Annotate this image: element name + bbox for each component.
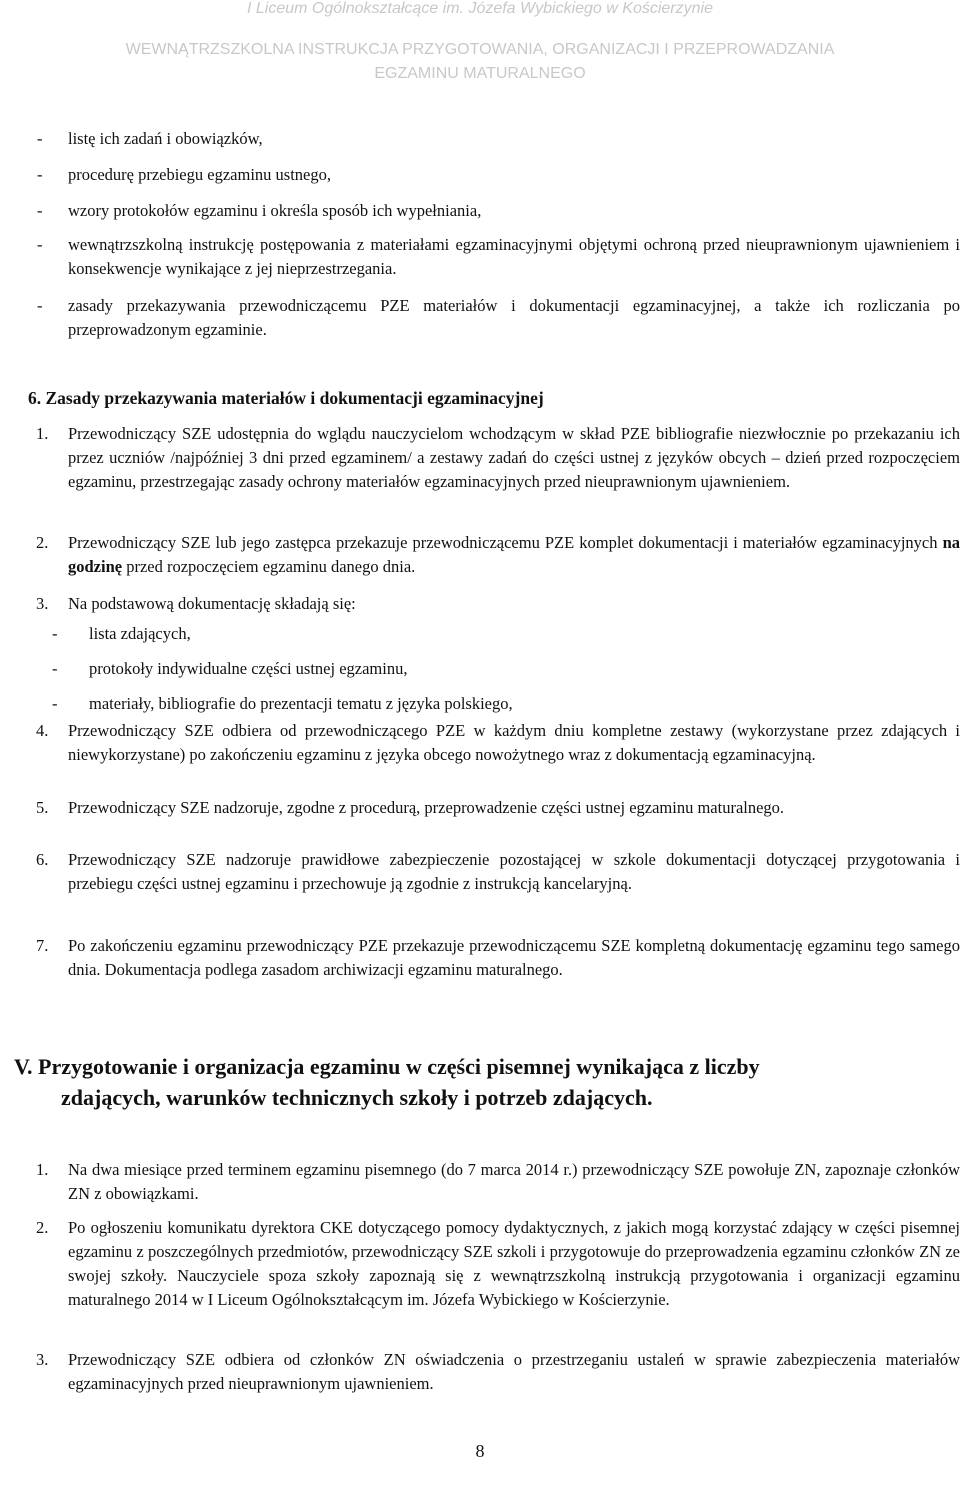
emphasis-text: na godzinę <box>68 533 960 576</box>
section-6-heading: 6. Zasady przekazywania materiałów i dokumentacji egzaminacyjnej <box>28 388 544 408</box>
section-v-item-1: Na dwa miesiące przed terminem egzaminu pisemnego (do 7 marca 2014 r.) przewodniczący SZE powołuje ZN, zapoznaje członków ZN z obowiązkami. <box>68 1160 960 1203</box>
list-marker: - <box>52 624 58 643</box>
section-6-item-3: Na podstawową dokumentację składają się: <box>68 594 356 613</box>
section-v-heading-line2: zdających, warunków technicznych szkoły i potrzeb zdających. <box>61 1085 653 1110</box>
header-title-line1: WEWNĄTRZSZKOLNA INSTRUKCJA PRZYGOTOWANIA, ORGANIZACJI I PRZEPROWADZANIA <box>125 41 835 58</box>
section-v-heading <box>14 1051 914 1113</box>
list-marker: - <box>52 694 58 713</box>
section-6-item-2 <box>68 531 960 579</box>
doc-list-item: protokoły indywidualne części ustnej egzaminu, <box>89 659 408 678</box>
item-number: 1. <box>36 1160 49 1179</box>
item-text: Przewodniczący SZE lub jego zastępca przekazuje przewodniczącemu PZE komplet dokumentacji i materiałów egzaminacyjnych <box>68 533 943 552</box>
item-number: 7. <box>36 936 49 955</box>
section-v-item-2: Po ogłoszeniu komunikatu dyrektora CKE dotyczącego pomocy dydaktycznych, z jakich mogą korzystać zdający w części pisemnej egzaminu z poszczególnych przedmiotów, przewodniczący SZE szkoli i przygotowuje do przeprowadzenia egzaminu członków ZN ze swojej szkoły. Nauczyciele spoza szkoły zapoznają się z wewnątrzszkolną instrukcją przygotowania i organizacji egzaminu maturalnego 2014 w I Liceum Ogólnokształcącym im. Józefa Wybickiego w Kościerzynie. <box>68 1218 960 1309</box>
list-item: zasady przekazywania przewodniczącemu PZE materiałów i dokumentacji egzaminacyjnej, a także ich rozliczania po przeprowadzonym egzaminie. <box>68 296 960 339</box>
item-number: 1. <box>36 424 49 443</box>
list-item: listę ich zadań i obowiązków, <box>68 129 263 148</box>
item-number: 2. <box>36 1218 49 1237</box>
list-item: wewnątrzszkolną instrukcję postępowania z materiałami egzaminacyjnymi objętymi ochroną przed nieuprawnionym ujawnieniem i konsekwencje wynikające z jej nieprzestrzegania. <box>68 235 960 278</box>
section-6-item-4: Przewodniczący SZE odbiera od przewodniczącego PZE w każdym dniu kompletne zestawy (wykorzystane przez zdających i niewykorzystane) po zakończeniu egzaminu z języka obcego nowożytnego wraz z dokumentacją egzaminacyjną. <box>68 721 960 764</box>
list-item: procedurę przebiegu egzaminu ustnego, <box>68 165 331 184</box>
list-marker: - <box>37 129 43 148</box>
section-v-item-3: Przewodniczący SZE odbiera od członków ZN oświadczenia o przestrzeganiu ustaleń w sprawie zabezpieczenia materiałów egzaminacyjnych przed nieuprawnionym ujawnieniem. <box>68 1350 960 1393</box>
item-number: 6. <box>36 850 49 869</box>
item-number: 4. <box>36 721 49 740</box>
list-marker: - <box>37 235 43 254</box>
list-marker: - <box>37 201 43 220</box>
list-marker: - <box>37 165 43 184</box>
header-school: I Liceum Ogólnokształcące im. Józefa Wybickiego w Kościerzynie <box>247 0 713 17</box>
item-number: 3. <box>36 594 49 613</box>
doc-list-item: lista zdających, <box>89 624 191 643</box>
item-number: 5. <box>36 798 49 817</box>
section-6-item-7: Po zakończeniu egzaminu przewodniczący PZE przekazuje przewodniczącemu SZE kompletną dokumentację egzaminu tego samego dnia. Dokumentacja podlega zasadom archiwizacji egzaminu maturalnego. <box>68 936 960 979</box>
section-6-item-1: Przewodniczący SZE udostępnia do wglądu nauczycielom wchodzącym w skład PZE bibliografie niezwłocznie po przekazaniu ich przez uczniów /najpóźniej 3 dni przed egzaminem/ a zestawy zadań do części ustnej z języków obcych – dzień przed rozpoczęciem egzaminu, przestrzegając zasady ochrony materiałów egzaminacyjnych przed nieuprawnionym ujawnieniem. <box>68 424 960 491</box>
item-number: 3. <box>36 1350 49 1369</box>
doc-list-item: materiały, bibliografie do prezentacji tematu z języka polskiego, <box>89 694 513 713</box>
section-v-heading-line1: V. Przygotowanie i organizacja egzaminu w części pisemnej wynikająca z liczby <box>14 1054 760 1079</box>
section-6-item-6: Przewodniczący SZE nadzoruje prawidłowe zabezpieczenie pozostającej w szkole dokumentacji dotyczącej przygotowania i przebiegu części ustnej egzaminu i przechowuje ją zgodnie z instrukcją kancelaryjną. <box>68 850 960 893</box>
list-marker: - <box>52 659 58 678</box>
list-marker: - <box>37 296 43 315</box>
section-6-item-5: Przewodniczący SZE nadzoruje, zgodne z procedurą, przeprowadzenie części ustnej egzaminu maturalnego. <box>68 798 785 817</box>
header-title <box>0 38 960 86</box>
item-text: przed rozpoczęciem egzaminu danego dnia. <box>122 557 416 576</box>
item-number: 2. <box>36 533 49 552</box>
header-title-line2: EGZAMINU MATURALNEGO <box>374 65 586 82</box>
page-number: 8 <box>475 1441 485 1461</box>
list-item: wzory protokołów egzaminu i określa sposób ich wypełniania, <box>68 201 482 220</box>
